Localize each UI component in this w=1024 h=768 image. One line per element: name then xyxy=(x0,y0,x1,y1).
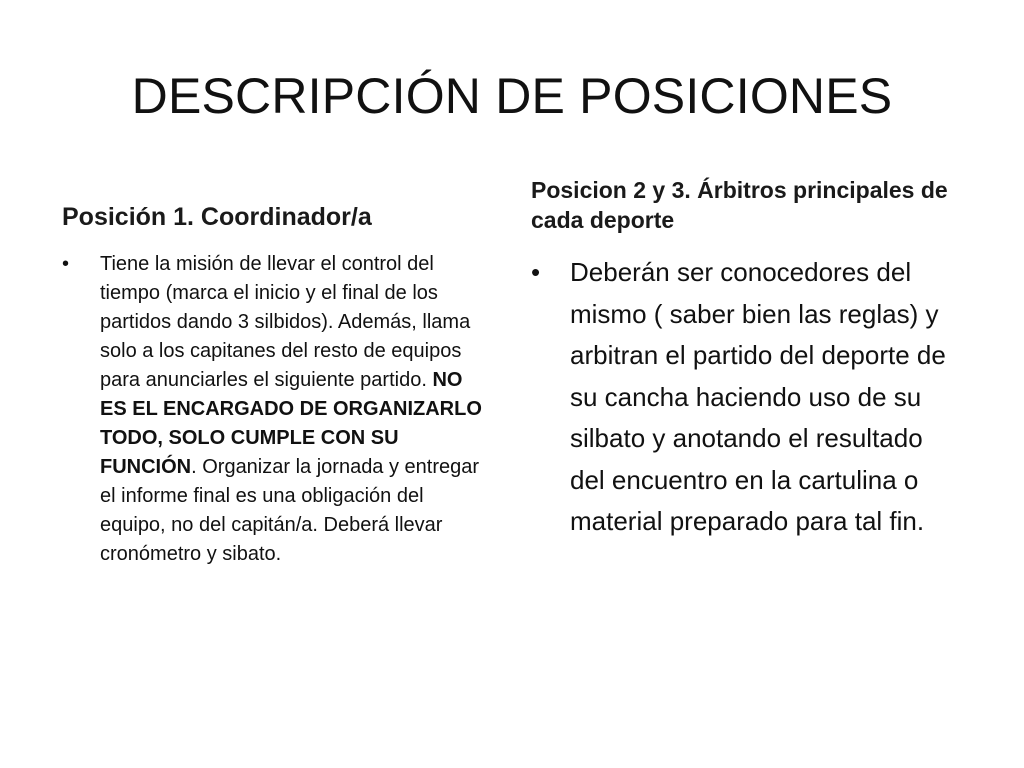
bullet-icon: • xyxy=(62,253,70,275)
left-bullet-text xyxy=(100,250,487,569)
slide-title: DESCRIPCIÓN DE POSICIONES xyxy=(131,68,893,124)
right-column-heading: Posicion 2 y 3. Árbitros principales de cada deporte xyxy=(531,177,948,233)
left-bullet-item xyxy=(62,250,487,569)
bullet-icon: • xyxy=(531,257,541,287)
left-body-bold-text: NO ES EL ENCARGADO DE ORGANIZARLO TODO, SOLO CUMPLE CON SU FUNCIÓN xyxy=(100,369,482,478)
left-column-body xyxy=(62,250,487,569)
right-bullet-text: Deberán ser conocedores del mismo ( saber bien las reglas) y arbitran el partido del deporte de su cancha haciendo uso de su silbato y anotando el resultado del encuentro en la cartulina o material preparado para tal fin. xyxy=(570,257,946,536)
left-body-text-start: Tiene la misión de llevar el control del tiempo (marca el inicio y el final de los partidos dando 3 silbidos). Además, llama solo a los capitanes del resto de equipos para anunciarles el siguiente partido. xyxy=(100,253,471,391)
right-column-body xyxy=(531,252,961,543)
left-column-heading: Posición 1. Coordinador/a xyxy=(62,203,372,231)
right-bullet-item xyxy=(531,252,961,543)
left-body-text-end: . Organizar la jornada y entregar el informe final es una obligación del equipo, no del capitán/a. Deberá llevar cronómetro y sibato. xyxy=(100,456,480,565)
